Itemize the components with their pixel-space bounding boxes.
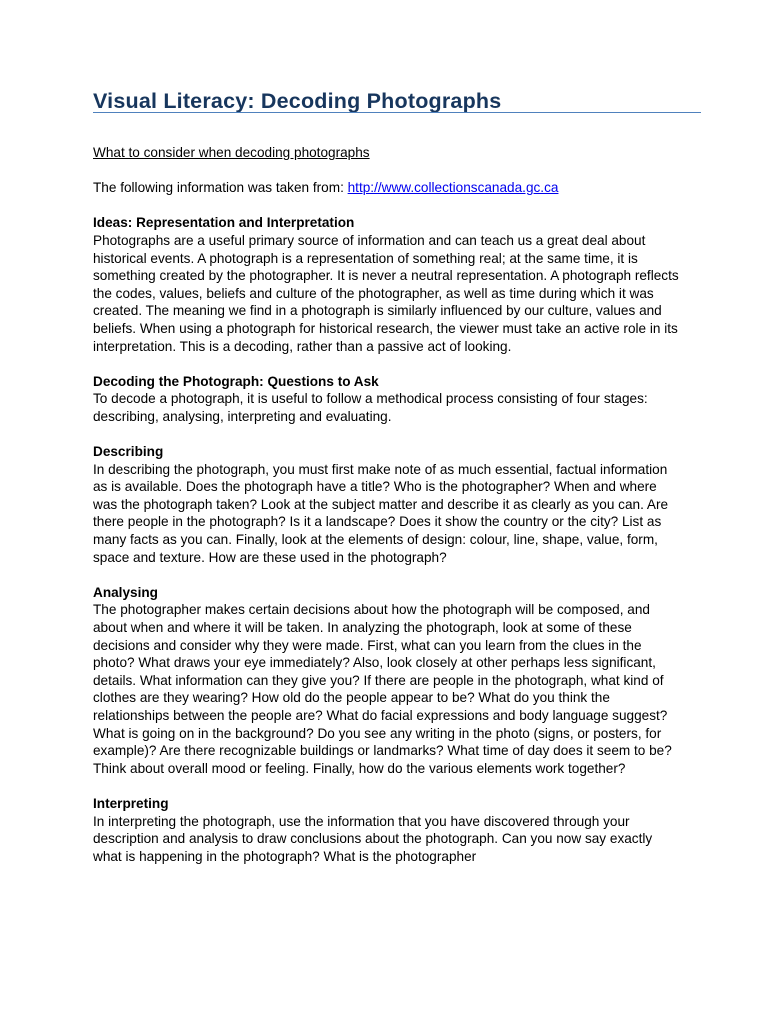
section-heading: Describing <box>93 444 164 460</box>
section-heading: Interpreting <box>93 795 169 811</box>
source-line <box>93 179 683 197</box>
source-prefix: The following information was taken from: <box>93 180 348 196</box>
section-paragraph: Photographs are a useful primary source of information and can teach us a great deal about historical events. A photograph is a representation of something real; at the same time, it is something created by the photographer. It is never a neutral representation. A photograph reflects the codes, values, beliefs and culture of the photographer, as well as time during which it was created. The meaning we find in a photograph is similarly influenced by our culture, values and beliefs. When using a photograph for historical research, the viewer must take an active role in its interpretation. This is a decoding, rather than a passive act of looking. <box>93 232 679 354</box>
section-analysing <box>93 584 683 778</box>
document-body <box>93 144 683 883</box>
section-ideas <box>93 214 683 355</box>
document-subtitle: What to consider when decoding photographs <box>93 145 370 160</box>
section-paragraph: What is going on in the background? Do you see any writing in the photo (signs, or posters, for example)? Are there recognizable buildings or landmarks? What time of day does it seem to be? Think about overall mood or feeling. Finally, how do the various elements work together? <box>93 725 672 776</box>
section-heading: Analysing <box>93 584 158 600</box>
section-heading: Ideas: Representation and Interpretation <box>93 215 355 231</box>
section-heading: Decoding the Photograph: Questions to Ask <box>93 373 379 389</box>
section-paragraph: In describing the photograph, you must first make note of as much essential, factual information as is available. Does the photograph have a title? Who is the photographer? When and where was the photograph taken? Look at the subject matter and describe it as clearly as you can. Are there people in the photograph? Is it a landscape? Does it show the country or the city? List as many facts as you can. Finally, look at the elements of design: colour, line, shape, value, form, space and texture. How are these used in the photograph? <box>93 461 669 565</box>
title-divider <box>93 112 701 113</box>
section-paragraph: To decode a photograph, it is useful to follow a methodical process consisting of four stages: describing, analysing, interpreting and evaluating. <box>93 391 648 424</box>
section-questions <box>93 373 683 426</box>
section-describing <box>93 443 683 566</box>
section-paragraph: The photographer makes certain decisions about how the photograph will be composed, and about when and where it will be taken. In analyzing the photograph, look at some of these decisions and consider why they were made. First, what can you learn from the clues in the photo? What draws your eye immediately? Also, look closely at other perhaps less significant, details. What information can they give you? If there are people in the photograph, what kind of clothes are they wearing? How old do the people appear to be? What do you think the relationships between the people are? What do facial expressions and body language suggest? <box>93 602 668 723</box>
page-title: Visual Literacy: Decoding Photographs <box>93 89 502 113</box>
section-interpreting <box>93 795 683 865</box>
section-paragraph: In interpreting the photograph, use the information that you have discovered through your description and analysis to draw conclusions about the photograph. Can you now say exactly what is happening in the photograph? What is the photographer <box>93 813 653 864</box>
source-link[interactable]: http://www.collectionscanada.gc.ca <box>347 180 559 196</box>
